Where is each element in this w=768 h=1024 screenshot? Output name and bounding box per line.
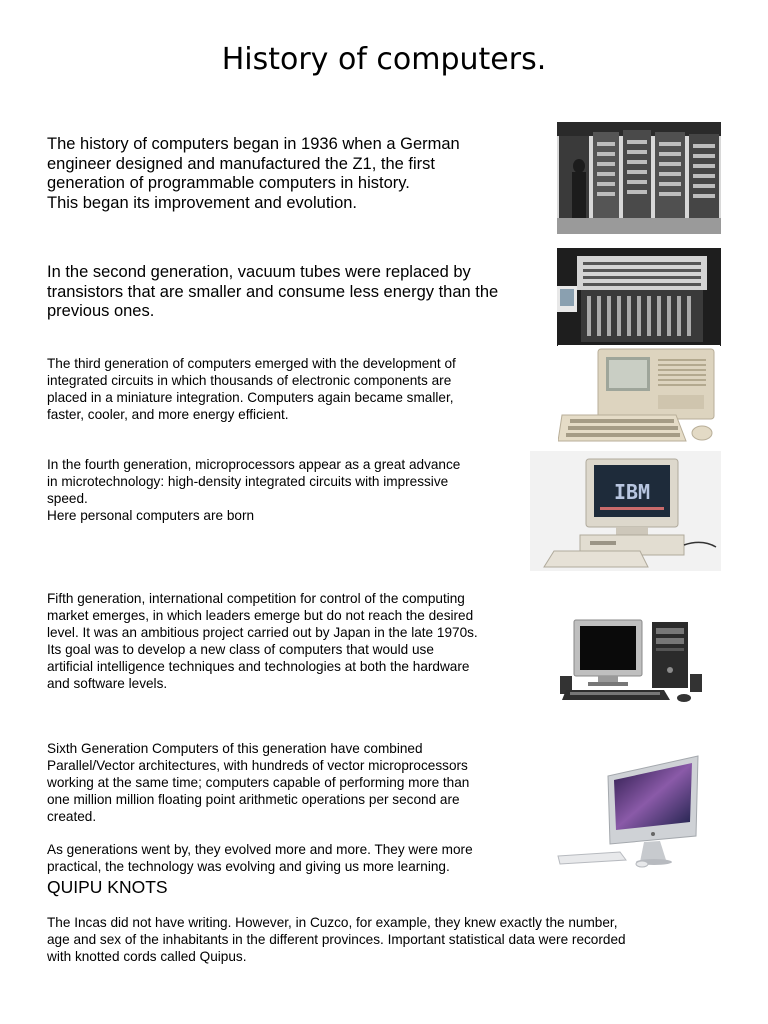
page-title: History of computers. [221, 42, 547, 77]
transistor-computer-icon [557, 248, 721, 346]
quipu-paragraph: The Incas did not have writing. However, in Cuzco, for example, they knew exactly the number, age and sex of the inhabitants in the different provinces. Important statistical data were recorded with knotted cords called Quipus. [47, 915, 626, 964]
mainframe-cabinets-icon [557, 122, 721, 234]
desktop-pc-icon [560, 618, 706, 704]
fifth-generation-paragraph: Fifth generation, international competition for control of the computing market emerges, in which leaders emerge but do not reach the desired level. It was an ambitious project carried out by Japan in the late 1970s. Its goal was to develop a new class of computers that would use artificial intelligence techniques and technologies at both the hardware and software levels. [47, 591, 478, 691]
imac-icon [556, 752, 702, 870]
closing-paragraph: As generations went by, they evolved more and more. They were more practical, the technology was evolving and giving us more learning. [47, 842, 473, 874]
first-generation-paragraph: The history of computers began in 1936 when a German engineer designed and manufactured the Z1, the first generation of programmable computers in history. This began its improvement and evolution. [47, 135, 460, 212]
fourth-generation-paragraph: In the fourth generation, microprocessors appear as a great advance in microtechnology: high-density integrated circuits with impressive speed. Here personal computers are born [47, 457, 461, 523]
second-generation-paragraph: In the second generation, vacuum tubes were replaced by transistors that are smaller and consume less energy than the previous ones. [47, 263, 499, 320]
sixth-generation-paragraph: Sixth Generation Computers of this generation have combined Parallel/Vector architectures, with hundreds of vector microprocessors working at the same time; computers capable of performing more than one million million floating point arithmetic operations per second are created. [47, 741, 470, 824]
third-generation-paragraph: The third generation of computers emerged with the development of integrated circuits in which thousands of electronic components are placed in a miniature integration. Computers again became smaller, faster, cooler, and more energy efficient. [47, 356, 456, 422]
quipu-heading: QUIPU KNOTS [47, 877, 168, 897]
ibm-screen-logo: IBM [613, 480, 651, 504]
apple-lisa-computer-icon [558, 345, 720, 445]
ibm-pc-icon [530, 451, 721, 571]
